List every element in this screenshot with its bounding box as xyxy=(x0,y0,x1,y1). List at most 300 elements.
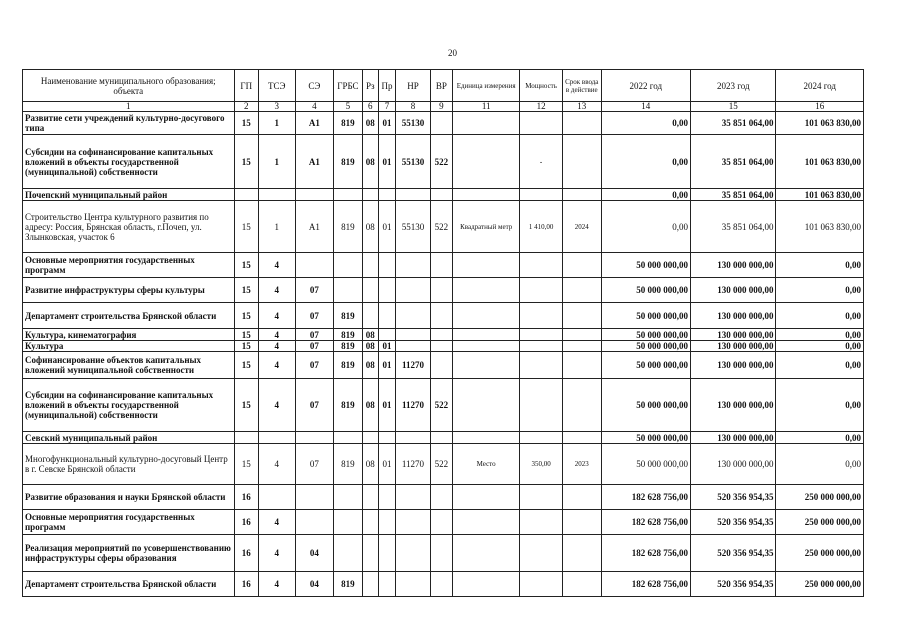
cell-unit xyxy=(453,253,520,278)
column-number: 15 xyxy=(691,102,776,112)
cell-nr xyxy=(396,535,431,572)
cell-name: Строительство Центра культурного развития по адресу: Россия, Брянская область, г.Почеп, ул. Злынковская, участок 6 xyxy=(23,201,235,253)
cell-power xyxy=(520,189,563,201)
cell-y2023: 130 000 000,00 xyxy=(691,352,776,379)
cell-rz: 08 xyxy=(362,135,378,189)
cell-se xyxy=(295,510,334,535)
cell-nr xyxy=(396,341,431,352)
cell-pr xyxy=(378,303,395,329)
cell-y2024: 0,00 xyxy=(776,444,864,485)
cell-vr: 522 xyxy=(430,379,452,432)
column-number: 16 xyxy=(776,102,864,112)
cell-y2024: 101 063 830,00 xyxy=(776,189,864,201)
cell-term xyxy=(562,535,601,572)
column-number: 2 xyxy=(234,102,258,112)
cell-rz xyxy=(362,572,378,597)
cell-nr: 55130 xyxy=(396,112,431,135)
cell-se: 07 xyxy=(295,352,334,379)
cell-unit xyxy=(453,432,520,444)
cell-y2022: 50 000 000,00 xyxy=(601,253,690,278)
cell-name: Основные мероприятия государственных программ xyxy=(23,510,235,535)
cell-nr xyxy=(396,189,431,201)
cell-unit xyxy=(453,352,520,379)
cell-se: 07 xyxy=(295,444,334,485)
cell-tse: 4 xyxy=(258,535,295,572)
cell-gp: 15 xyxy=(234,253,258,278)
cell-pr: 01 xyxy=(378,201,395,253)
column-number: 11 xyxy=(453,102,520,112)
cell-tse: 4 xyxy=(258,329,295,341)
cell-grbs xyxy=(334,253,362,278)
cell-unit: Место xyxy=(453,444,520,485)
cell-unit xyxy=(453,329,520,341)
cell-power xyxy=(520,432,563,444)
cell-y2024: 0,00 xyxy=(776,432,864,444)
cell-y2024: 101 063 830,00 xyxy=(776,112,864,135)
cell-y2023: 130 000 000,00 xyxy=(691,278,776,303)
cell-nr xyxy=(396,510,431,535)
table-row xyxy=(23,341,864,352)
cell-y2024: 0,00 xyxy=(776,379,864,432)
cell-nr xyxy=(396,253,431,278)
cell-name: Культура xyxy=(23,341,235,352)
column-number: 12 xyxy=(520,102,563,112)
cell-rz: 08 xyxy=(362,352,378,379)
cell-name: Почепский муниципальный район xyxy=(23,189,235,201)
cell-gp xyxy=(234,189,258,201)
cell-se: А1 xyxy=(295,201,334,253)
cell-tse xyxy=(258,485,295,510)
cell-y2023: 130 000 000,00 xyxy=(691,444,776,485)
cell-name: Основные мероприятия государственных программ xyxy=(23,253,235,278)
column-number: 9 xyxy=(430,102,452,112)
cell-y2023: 130 000 000,00 xyxy=(691,432,776,444)
cell-y2024: 0,00 xyxy=(776,341,864,352)
cell-grbs: 819 xyxy=(334,572,362,597)
cell-y2023: 130 000 000,00 xyxy=(691,341,776,352)
cell-power xyxy=(520,112,563,135)
cell-vr xyxy=(430,329,452,341)
cell-rz: 08 xyxy=(362,379,378,432)
table-row xyxy=(23,303,864,329)
cell-vr xyxy=(430,112,452,135)
table-row xyxy=(23,535,864,572)
cell-gp: 16 xyxy=(234,485,258,510)
cell-name: Развитие инфраструктуры сферы культуры xyxy=(23,278,235,303)
cell-rz: 08 xyxy=(362,341,378,352)
cell-tse: 4 xyxy=(258,341,295,352)
cell-grbs xyxy=(334,535,362,572)
cell-unit xyxy=(453,510,520,535)
cell-y2023: 520 356 954,35 xyxy=(691,535,776,572)
cell-rz xyxy=(362,278,378,303)
cell-name: Департамент строительства Брянской области xyxy=(23,303,235,329)
cell-y2024: 101 063 830,00 xyxy=(776,201,864,253)
table-row xyxy=(23,444,864,485)
cell-unit xyxy=(453,485,520,510)
cell-gp: 15 xyxy=(234,112,258,135)
cell-gp: 15 xyxy=(234,379,258,432)
cell-name: Субсидии на софинансирование капитальных вложений в объекты государственной (муниципальной) собственности xyxy=(23,135,235,189)
column-number: 13 xyxy=(562,102,601,112)
cell-pr xyxy=(378,572,395,597)
cell-gp: 15 xyxy=(234,303,258,329)
cell-y2023: 130 000 000,00 xyxy=(691,303,776,329)
cell-grbs: 819 xyxy=(334,352,362,379)
cell-vr xyxy=(430,572,452,597)
table-row xyxy=(23,572,864,597)
cell-se: А1 xyxy=(295,112,334,135)
cell-power xyxy=(520,329,563,341)
cell-pr xyxy=(378,535,395,572)
cell-tse xyxy=(258,432,295,444)
cell-grbs xyxy=(334,189,362,201)
cell-y2022: 182 628 756,00 xyxy=(601,535,690,572)
cell-name: Культура, кинематография xyxy=(23,329,235,341)
cell-nr xyxy=(396,278,431,303)
table-row xyxy=(23,278,864,303)
cell-se: 07 xyxy=(295,379,334,432)
cell-grbs: 819 xyxy=(334,341,362,352)
cell-term: 2023 xyxy=(562,444,601,485)
cell-y2022: 50 000 000,00 xyxy=(601,278,690,303)
cell-term xyxy=(562,352,601,379)
cell-se: 07 xyxy=(295,329,334,341)
cell-y2022: 50 000 000,00 xyxy=(601,432,690,444)
cell-term xyxy=(562,510,601,535)
cell-y2022: 50 000 000,00 xyxy=(601,341,690,352)
cell-gp: 15 xyxy=(234,341,258,352)
cell-vr xyxy=(430,510,452,535)
cell-se: 07 xyxy=(295,341,334,352)
header-pr: Пр xyxy=(378,70,395,102)
table-row xyxy=(23,253,864,278)
page-number: 20 xyxy=(448,48,457,58)
cell-tse: 4 xyxy=(258,444,295,485)
table-row xyxy=(23,201,864,253)
cell-vr xyxy=(430,341,452,352)
cell-vr xyxy=(430,278,452,303)
cell-term xyxy=(562,112,601,135)
cell-tse: 1 xyxy=(258,135,295,189)
cell-nr: 55130 xyxy=(396,135,431,189)
cell-se: А1 xyxy=(295,135,334,189)
cell-rz xyxy=(362,253,378,278)
cell-pr: 01 xyxy=(378,444,395,485)
cell-grbs: 819 xyxy=(334,201,362,253)
cell-vr: 522 xyxy=(430,201,452,253)
column-number-row xyxy=(23,102,864,112)
cell-se xyxy=(295,485,334,510)
cell-y2024: 0,00 xyxy=(776,352,864,379)
cell-name: Субсидии на софинансирование капитальных вложений в объекты государственной (муниципальной) собственности xyxy=(23,379,235,432)
cell-rz: 08 xyxy=(362,201,378,253)
cell-rz xyxy=(362,535,378,572)
cell-gp: 15 xyxy=(234,278,258,303)
cell-grbs: 819 xyxy=(334,379,362,432)
header-2022: 2022 год xyxy=(601,70,690,102)
cell-unit xyxy=(453,189,520,201)
table-row xyxy=(23,135,864,189)
cell-power xyxy=(520,341,563,352)
table-row xyxy=(23,432,864,444)
header-unit: Единица измерения xyxy=(453,70,520,102)
cell-unit xyxy=(453,135,520,189)
cell-term xyxy=(562,379,601,432)
column-number: 5 xyxy=(334,102,362,112)
cell-gp: 16 xyxy=(234,572,258,597)
cell-unit xyxy=(453,303,520,329)
cell-nr: 11270 xyxy=(396,352,431,379)
header-row xyxy=(23,70,864,102)
cell-vr: 522 xyxy=(430,135,452,189)
column-number: 14 xyxy=(601,102,690,112)
cell-grbs: 819 xyxy=(334,112,362,135)
header-2024: 2024 год xyxy=(776,70,864,102)
cell-tse xyxy=(258,189,295,201)
cell-vr: 522 xyxy=(430,444,452,485)
cell-tse: 4 xyxy=(258,352,295,379)
header-name: Наименование муниципального образования; объекта xyxy=(23,70,235,102)
cell-term xyxy=(562,278,601,303)
cell-y2024: 250 000 000,00 xyxy=(776,510,864,535)
cell-y2022: 50 000 000,00 xyxy=(601,329,690,341)
cell-y2022: 0,00 xyxy=(601,201,690,253)
cell-tse: 4 xyxy=(258,379,295,432)
cell-se: 04 xyxy=(295,535,334,572)
cell-power: 1 410,00 xyxy=(520,201,563,253)
header-term: Срок ввода в действие xyxy=(562,70,601,102)
cell-pr xyxy=(378,510,395,535)
cell-gp: 15 xyxy=(234,444,258,485)
header-se: СЭ xyxy=(295,70,334,102)
header-gp: ГП xyxy=(234,70,258,102)
cell-y2022: 0,00 xyxy=(601,112,690,135)
cell-y2023: 35 851 064,00 xyxy=(691,135,776,189)
cell-pr: 01 xyxy=(378,352,395,379)
cell-pr xyxy=(378,253,395,278)
cell-tse: 4 xyxy=(258,572,295,597)
cell-unit xyxy=(453,112,520,135)
table-row xyxy=(23,329,864,341)
cell-nr: 11270 xyxy=(396,379,431,432)
cell-power xyxy=(520,303,563,329)
cell-nr xyxy=(396,485,431,510)
cell-se: 07 xyxy=(295,278,334,303)
column-number: 6 xyxy=(362,102,378,112)
cell-y2023: 520 356 954,35 xyxy=(691,572,776,597)
cell-y2024: 0,00 xyxy=(776,278,864,303)
header-grbs: ГРБС xyxy=(334,70,362,102)
cell-vr xyxy=(430,303,452,329)
header-rz: Рз xyxy=(362,70,378,102)
cell-y2023: 35 851 064,00 xyxy=(691,201,776,253)
cell-y2024: 101 063 830,00 xyxy=(776,135,864,189)
cell-rz: 08 xyxy=(362,329,378,341)
cell-pr: 01 xyxy=(378,379,395,432)
cell-y2024: 250 000 000,00 xyxy=(776,572,864,597)
cell-unit xyxy=(453,341,520,352)
cell-y2023: 130 000 000,00 xyxy=(691,329,776,341)
cell-rz xyxy=(362,303,378,329)
cell-y2024: 250 000 000,00 xyxy=(776,485,864,510)
cell-vr xyxy=(430,189,452,201)
cell-nr xyxy=(396,432,431,444)
column-number: 7 xyxy=(378,102,395,112)
cell-pr: 01 xyxy=(378,341,395,352)
cell-y2023: 35 851 064,00 xyxy=(691,189,776,201)
cell-grbs xyxy=(334,510,362,535)
cell-unit xyxy=(453,535,520,572)
cell-gp: 16 xyxy=(234,510,258,535)
cell-vr xyxy=(430,253,452,278)
cell-gp xyxy=(234,432,258,444)
column-number: 4 xyxy=(295,102,334,112)
cell-se: 04 xyxy=(295,572,334,597)
cell-se xyxy=(295,189,334,201)
cell-y2022: 182 628 756,00 xyxy=(601,485,690,510)
table-row xyxy=(23,379,864,432)
cell-tse: 1 xyxy=(258,112,295,135)
cell-rz xyxy=(362,189,378,201)
cell-term xyxy=(562,135,601,189)
cell-pr xyxy=(378,485,395,510)
cell-y2022: 0,00 xyxy=(601,135,690,189)
cell-vr xyxy=(430,485,452,510)
cell-y2022: 50 000 000,00 xyxy=(601,444,690,485)
cell-y2023: 130 000 000,00 xyxy=(691,253,776,278)
cell-pr xyxy=(378,189,395,201)
cell-power xyxy=(520,352,563,379)
table-row xyxy=(23,352,864,379)
cell-se: 07 xyxy=(295,303,334,329)
cell-name: Реализация мероприятий по усовершенствованию инфраструктуры сферы образования xyxy=(23,535,235,572)
cell-name: Департамент строительства Брянской области xyxy=(23,572,235,597)
header-2023: 2023 год xyxy=(691,70,776,102)
cell-tse: 4 xyxy=(258,303,295,329)
header-nr: НР xyxy=(396,70,431,102)
cell-pr: 01 xyxy=(378,112,395,135)
cell-y2024: 0,00 xyxy=(776,329,864,341)
cell-pr xyxy=(378,278,395,303)
cell-power xyxy=(520,379,563,432)
header-tse: ТСЭ xyxy=(258,70,295,102)
cell-y2022: 182 628 756,00 xyxy=(601,572,690,597)
cell-power: - xyxy=(520,135,563,189)
cell-term xyxy=(562,189,601,201)
cell-name: Многофункциональный культурно-досуговый Центр в г. Севске Брянской области xyxy=(23,444,235,485)
header-power: Мощность xyxy=(520,70,563,102)
budget-table xyxy=(22,69,864,597)
cell-grbs: 819 xyxy=(334,329,362,341)
cell-term xyxy=(562,485,601,510)
cell-y2024: 250 000 000,00 xyxy=(776,535,864,572)
cell-gp: 15 xyxy=(234,352,258,379)
cell-name: Севский муниципальный район xyxy=(23,432,235,444)
cell-power xyxy=(520,535,563,572)
cell-pr: 01 xyxy=(378,135,395,189)
cell-name: Развитие сети учреждений культурно-досугового типа xyxy=(23,112,235,135)
cell-unit xyxy=(453,572,520,597)
cell-y2023: 35 851 064,00 xyxy=(691,112,776,135)
cell-se xyxy=(295,432,334,444)
column-number: 1 xyxy=(23,102,235,112)
cell-power xyxy=(520,278,563,303)
header-vr: ВР xyxy=(430,70,452,102)
cell-nr xyxy=(396,329,431,341)
cell-unit: Квадратный метр xyxy=(453,201,520,253)
cell-gp: 15 xyxy=(234,329,258,341)
cell-grbs: 819 xyxy=(334,135,362,189)
cell-term xyxy=(562,329,601,341)
cell-grbs xyxy=(334,432,362,444)
cell-rz: 08 xyxy=(362,444,378,485)
cell-grbs: 819 xyxy=(334,444,362,485)
cell-term xyxy=(562,303,601,329)
cell-power xyxy=(520,253,563,278)
cell-y2022: 182 628 756,00 xyxy=(601,510,690,535)
cell-term xyxy=(562,253,601,278)
cell-tse: 4 xyxy=(258,253,295,278)
cell-rz xyxy=(362,432,378,444)
cell-power xyxy=(520,572,563,597)
cell-rz xyxy=(362,510,378,535)
cell-power xyxy=(520,510,563,535)
cell-y2022: 50 000 000,00 xyxy=(601,303,690,329)
column-number: 3 xyxy=(258,102,295,112)
cell-y2022: 0,00 xyxy=(601,189,690,201)
cell-tse: 1 xyxy=(258,201,295,253)
cell-y2023: 520 356 954,35 xyxy=(691,485,776,510)
cell-y2022: 50 000 000,00 xyxy=(601,352,690,379)
cell-name: Софинансирование объектов капитальных вложений муниципальной собственности xyxy=(23,352,235,379)
cell-vr xyxy=(430,432,452,444)
table-row xyxy=(23,485,864,510)
cell-nr: 55130 xyxy=(396,201,431,253)
cell-rz xyxy=(362,485,378,510)
cell-power: 350,00 xyxy=(520,444,563,485)
cell-y2022: 50 000 000,00 xyxy=(601,379,690,432)
table-row xyxy=(23,510,864,535)
cell-power xyxy=(520,485,563,510)
cell-term xyxy=(562,341,601,352)
cell-y2023: 520 356 954,35 xyxy=(691,510,776,535)
cell-grbs: 819 xyxy=(334,303,362,329)
table-row xyxy=(23,189,864,201)
cell-pr xyxy=(378,329,395,341)
cell-nr xyxy=(396,303,431,329)
cell-gp: 16 xyxy=(234,535,258,572)
table-row xyxy=(23,112,864,135)
cell-y2023: 130 000 000,00 xyxy=(691,379,776,432)
cell-se xyxy=(295,253,334,278)
cell-term xyxy=(562,432,601,444)
cell-grbs xyxy=(334,485,362,510)
cell-nr xyxy=(396,572,431,597)
cell-grbs xyxy=(334,278,362,303)
cell-y2024: 0,00 xyxy=(776,253,864,278)
cell-unit xyxy=(453,379,520,432)
column-number: 8 xyxy=(396,102,431,112)
cell-gp: 15 xyxy=(234,135,258,189)
cell-rz: 08 xyxy=(362,112,378,135)
cell-unit xyxy=(453,278,520,303)
cell-tse: 4 xyxy=(258,278,295,303)
cell-nr: 11270 xyxy=(396,444,431,485)
cell-gp: 15 xyxy=(234,201,258,253)
cell-term: 2024 xyxy=(562,201,601,253)
cell-term xyxy=(562,572,601,597)
